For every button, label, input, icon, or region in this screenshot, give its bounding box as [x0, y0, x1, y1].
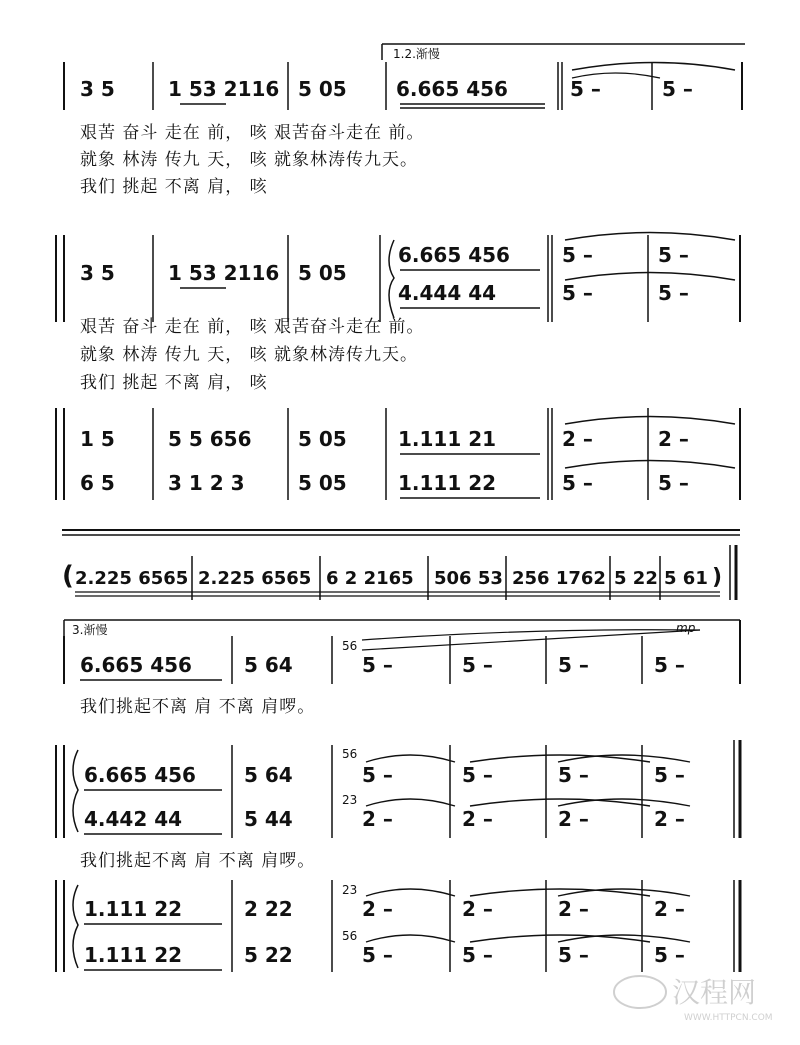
jianpu-measure: 5 64 — [244, 763, 293, 787]
system-2 — [56, 233, 740, 394]
jianpu-measure: 2 – — [362, 807, 393, 831]
jianpu-measure: 2 – — [562, 427, 593, 451]
jianpu-measure: 2 – — [654, 807, 685, 831]
system-6 — [56, 880, 740, 972]
system-4 — [64, 620, 740, 717]
jianpu-measure: 5 – — [658, 471, 689, 495]
jianpu-measure: 6.665 456 — [80, 653, 192, 677]
jianpu-measure: 1.111 21 — [398, 427, 497, 451]
jianpu-measure: 5 – — [562, 471, 593, 495]
lyric-line: 我们挑起不离 肩 不离 肩啰。 — [80, 851, 316, 871]
jianpu-measure: 5 – — [654, 763, 685, 787]
jianpu-measure: 6 2 2165 — [326, 568, 414, 589]
jianpu-measure: 5 – — [658, 243, 689, 267]
tie-arc — [366, 755, 455, 762]
jianpu-measure: 5 05 — [298, 261, 347, 285]
lyric-line: 就象 林涛 传九 天， 咳 就象林涛传九天。 — [80, 150, 419, 170]
jianpu-measure: 6.665 456 — [396, 77, 508, 101]
jianpu-measure: 1.111 22 — [398, 471, 497, 495]
jianpu-measure: 5 – — [658, 281, 689, 305]
volta-label: 3.渐慢 — [72, 623, 108, 637]
jianpu-measure: 6.665 456 — [398, 243, 510, 267]
jianpu-measure: 5 – — [558, 653, 589, 677]
lyric-line: 我们挑起不离 肩 不离 肩啰。 — [80, 697, 316, 717]
jianpu-measure: 5 – — [462, 763, 493, 787]
jianpu-measure: 6 5 — [80, 471, 115, 495]
volta-label: 1.2.渐慢 — [393, 47, 440, 61]
jianpu-measure: 2 – — [558, 897, 589, 921]
jianpu-measure: 1.111 22 — [84, 897, 183, 921]
jianpu-measure: 5 05 — [298, 427, 347, 451]
jianpu-measure: 5 – — [562, 243, 593, 267]
jianpu-measure: 2 – — [658, 427, 689, 451]
lyric-line: 就象 林涛 传九 天， 咳 就象林涛传九天。 — [80, 345, 419, 365]
jianpu-measure: 5 44 — [244, 807, 293, 831]
jianpu-measure: 1.111 22 — [84, 943, 183, 967]
repeat-paren-open: ( — [62, 561, 74, 591]
jianpu-measure: 4.444 44 — [398, 281, 497, 305]
grace-note: 23 — [342, 793, 358, 807]
jianpu-measure: 3 5 — [80, 77, 115, 101]
jianpu-measure: 5 05 — [298, 77, 347, 101]
jianpu-measure: 3 1 2 3 — [168, 471, 245, 495]
jianpu-measure: 2 22 — [244, 897, 293, 921]
voice-brace — [73, 750, 78, 832]
jianpu-measure: 2 – — [462, 807, 493, 831]
watermark-logo-icon — [614, 976, 666, 1008]
tie-arc — [366, 799, 455, 806]
jianpu-measure: 5 64 — [244, 653, 293, 677]
jianpu-measure: 4.442 44 — [84, 807, 183, 831]
jianpu-measure: 5 22 — [614, 568, 658, 589]
jianpu-measure: 5 – — [558, 943, 589, 967]
lyric-line: 我们 挑起 不离 肩， 咳 — [80, 177, 268, 197]
repeat-paren-close: ) — [712, 565, 723, 590]
jianpu-measure: 2 – — [654, 897, 685, 921]
jianpu-measure: 5 05 — [298, 471, 347, 495]
grace-note: 56 — [342, 929, 358, 943]
jianpu-measure: 256 1762 — [512, 568, 606, 589]
jianpu-measure: 5 – — [562, 281, 593, 305]
grace-note: 56 — [342, 747, 358, 761]
watermark-logo-text: 汉程网 — [672, 976, 757, 1009]
jianpu-measure: 5 – — [654, 653, 685, 677]
jianpu-measure: 2 – — [558, 807, 589, 831]
system-3 — [56, 408, 740, 500]
jianpu-measure: 506 53 — [434, 568, 503, 589]
tie-arc — [565, 417, 735, 425]
system-1 — [64, 44, 745, 197]
jianpu-measure: 5 – — [362, 943, 393, 967]
tie-arc — [366, 889, 455, 896]
jianpu-measure: 5 5 656 — [168, 427, 252, 451]
jianpu-measure: 5 – — [558, 763, 589, 787]
jianpu-measure: 3 5 — [80, 261, 115, 285]
tie-arc — [565, 461, 735, 469]
watermark — [614, 976, 773, 1023]
lyric-line: 艰苦 奋斗 走在 前， 咳 艰苦奋斗走在 前。 — [80, 317, 425, 337]
jianpu-measure: 5 – — [362, 653, 393, 677]
jianpu-measure: 5 – — [654, 943, 685, 967]
jianpu-measure: 5 22 — [244, 943, 293, 967]
system-5 — [56, 740, 740, 871]
tie-arc — [565, 233, 735, 241]
jianpu-measure: 1 5 — [80, 427, 115, 451]
tie-arc — [572, 63, 735, 71]
jianpu-measure: 6.665 456 — [84, 763, 196, 787]
jianpu-measure: 2 – — [362, 897, 393, 921]
crescendo-line — [362, 630, 700, 640]
dynamic-mark: mp — [676, 621, 696, 635]
watermark-url: WWW.HTTPCN.COM — [684, 1013, 773, 1023]
jianpu-measure: 5 – — [662, 77, 693, 101]
lyric-line: 艰苦 奋斗 走在 前， 咳 艰苦奋斗走在 前。 — [80, 123, 425, 143]
crescendo-line — [362, 630, 700, 650]
jianpu-measure: 5 – — [462, 653, 493, 677]
tie-arc — [366, 935, 455, 942]
tie-arc — [565, 273, 735, 281]
jianpu-measure: 2.225 6565 — [198, 568, 312, 589]
jianpu-measure: 1 53 2116 — [168, 261, 280, 285]
grace-note: 23 — [342, 883, 358, 897]
voice-brace — [389, 240, 394, 318]
jianpu-measure: 5 – — [462, 943, 493, 967]
lyric-line: 我们 挑起 不离 肩， 咳 — [80, 373, 268, 393]
interlude-row — [62, 545, 736, 600]
jianpu-measure: 5 – — [362, 763, 393, 787]
jianpu-measure: 2 – — [462, 897, 493, 921]
jianpu-measure: 5 61 — [664, 568, 708, 589]
jianpu-measure: 2.225 6565 — [75, 568, 189, 589]
grace-note: 56 — [342, 639, 358, 653]
jianpu-measure: 1 53 2116 — [168, 77, 280, 101]
voice-brace — [73, 885, 78, 968]
jianpu-measure: 5 – — [570, 77, 601, 101]
